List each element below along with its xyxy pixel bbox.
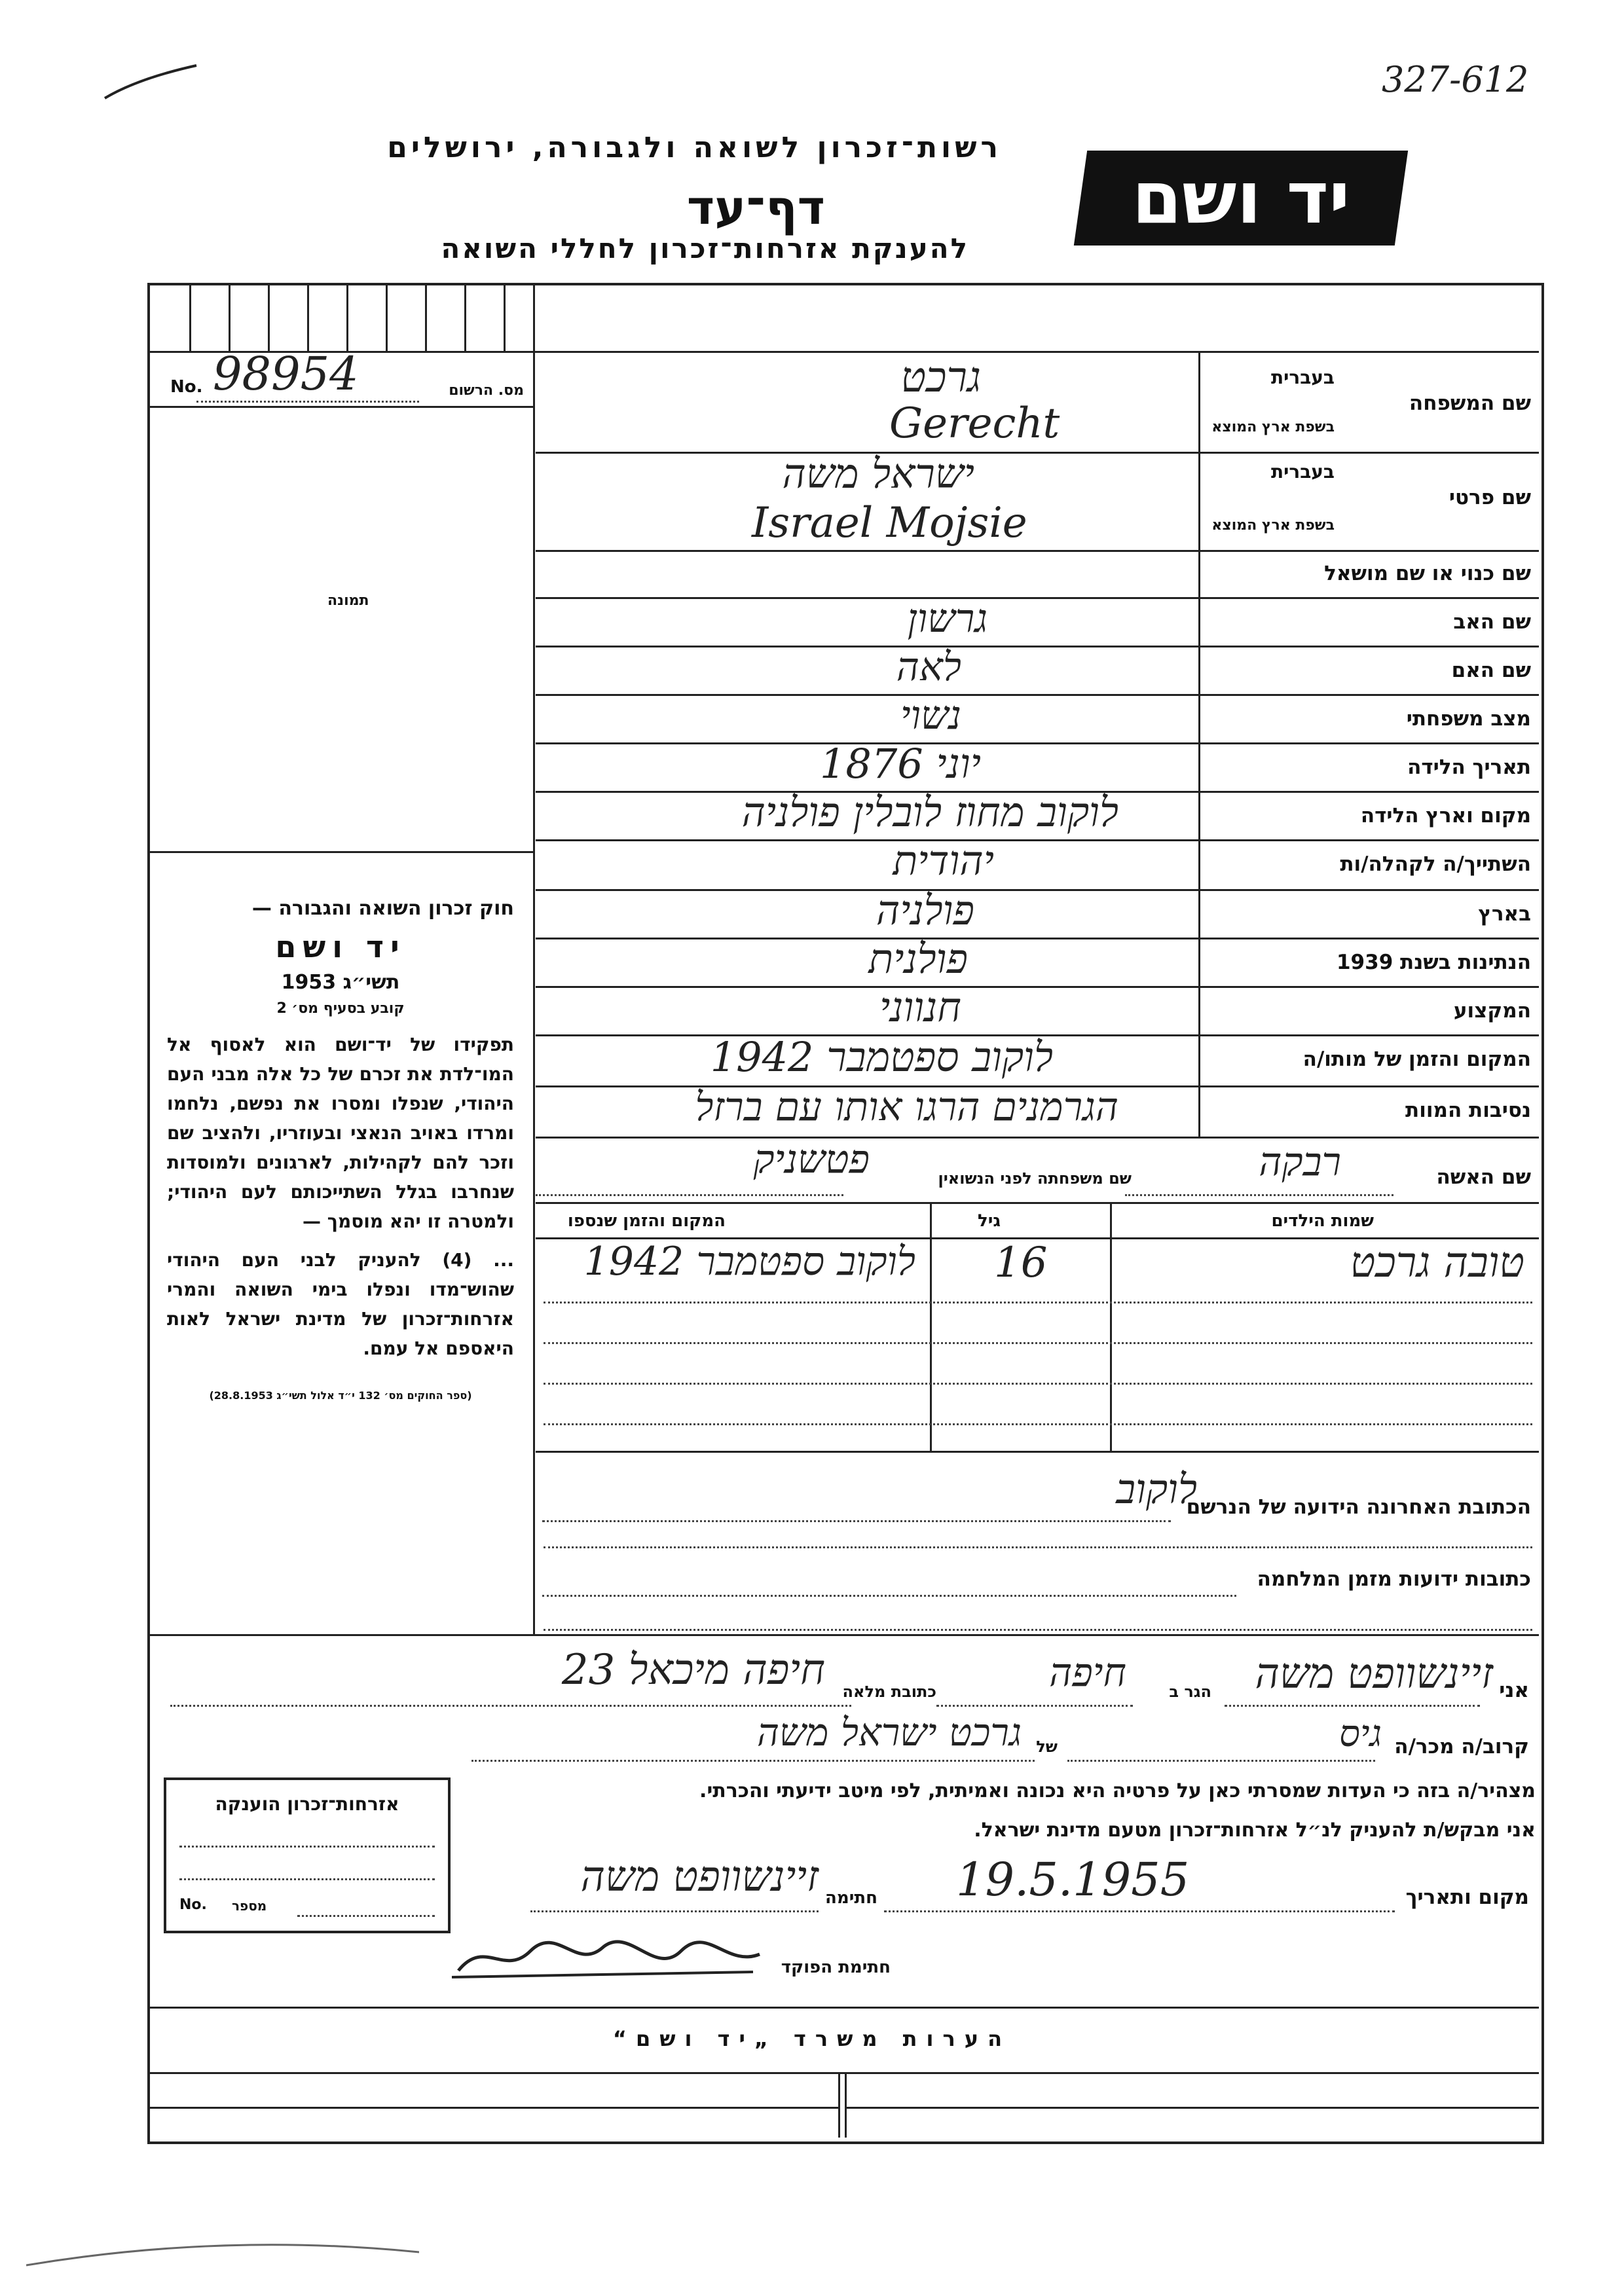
marital-row xyxy=(536,695,1538,742)
office-notes-title: הערות משרד „יד ושם“ xyxy=(612,2026,1012,2051)
profession-value[interactable]: חנווני xyxy=(879,983,961,1031)
declarant-address[interactable]: חיפה מיכאל 23 xyxy=(561,1646,825,1694)
community-label: השתייך/ה לקהלה/ות xyxy=(1340,852,1531,876)
nickname-row xyxy=(536,551,1538,597)
registration-label: מס. הרשום xyxy=(449,382,524,399)
birth-date-label: תאריך הלידה xyxy=(1407,756,1531,779)
form-subtitle: להענקת אזרחות־זכרון לחללי השואה xyxy=(441,232,969,264)
child-row xyxy=(536,1239,1538,1302)
relation-value[interactable]: גיס xyxy=(1338,1713,1382,1755)
declarant-signature[interactable]: זיינשוופט משה xyxy=(580,1853,819,1901)
first-name-row xyxy=(536,450,1538,550)
officer-signature-label: חתימת הפוקד xyxy=(781,1958,891,1977)
law-item-4: ... (4) להעניק לבני העם היהודי שהוש־מדו ונפלו בימי השואה והמרי אזרחות־זכרון של מדינת ישראל לאות היאספם אל עמם. xyxy=(167,1249,514,1359)
child-name[interactable]: טובה גרכט xyxy=(1350,1239,1524,1287)
citizenship-no-label: No. xyxy=(179,1897,207,1913)
death-circumstances-value[interactable]: הגרמנים הרגו אותו עם ברזל xyxy=(695,1084,1118,1130)
law-title: חוק זכרון השואה והגבורה — xyxy=(251,897,514,920)
wife-value[interactable]: רבקה xyxy=(1259,1139,1341,1185)
last-address-value[interactable]: לוקוב xyxy=(1116,1465,1197,1513)
registration-number[interactable]: 98954 xyxy=(213,347,359,401)
declarant-line-1 xyxy=(164,1646,1532,1709)
archive-number: 327-612 xyxy=(1382,59,1529,100)
father-row xyxy=(536,598,1538,646)
marital-label: מצב משפחתי xyxy=(1406,707,1531,731)
last-address-row xyxy=(536,1452,1538,1531)
birth-date-row xyxy=(536,740,1538,791)
father-label: שם האב xyxy=(1453,610,1531,634)
death-place-label: המקום והזמן של מותו/ה xyxy=(1302,1048,1531,1071)
first-name-label: שם פרטי xyxy=(1449,486,1531,509)
signature-label: חתימה xyxy=(825,1888,877,1908)
first-name-hebrew[interactable]: ישראל משה xyxy=(782,450,974,498)
wife-maiden-label: שם משפחתה לפני הנשואין xyxy=(938,1169,1132,1188)
authority-title: רשות־זכרון לשואה ולגבורה, ירושלים xyxy=(387,131,1002,164)
death-place-value[interactable]: לוקוב ספטמבר 1942 xyxy=(710,1033,1053,1081)
child-age[interactable]: 16 xyxy=(994,1239,1048,1287)
logo-text: יד ושם xyxy=(1132,156,1350,240)
family-name-row xyxy=(536,354,1538,452)
declarant-resides-label: הגר ב xyxy=(1169,1683,1211,1701)
first-name-native-label: בשפת ארץ המוצא xyxy=(1211,517,1335,534)
country-row xyxy=(536,886,1538,938)
last-address-label: הכתובת האחרונה הידועה של הנרשם xyxy=(1186,1495,1531,1519)
death-circumstances-label: נסיבות המוות xyxy=(1405,1099,1531,1122)
citizenship-number-label: מספר xyxy=(232,1898,267,1914)
declarant-city[interactable]: חיפה xyxy=(1049,1650,1126,1696)
page-edge-mark xyxy=(26,2226,419,2291)
children-header-row xyxy=(536,1203,1538,1237)
law-name: יד ושם xyxy=(275,929,406,964)
country-label: בארץ xyxy=(1478,902,1531,926)
declaration-text: מצהיר/ה בזה כי העדות שמסרתי כאן על פרטיה היא נכונה ואמיתית, לפי מיטב ידיעתי והכרתי. xyxy=(699,1779,1536,1802)
profession-label: המקצוע xyxy=(1453,999,1531,1023)
law-body: תפקידו של יד־ושם הוא לאסוף אל המו־לדת את זכרם של כל אלה מבני העם היהודי, שנפלו ומסרו את נפשם, נלחמו ומרדו באויב הנאצי ובעוזריו, ולהציב שם וזכר להם לקהילות, לארגונים ולמוסדות שנחרבו בגלל השתייכותם לעם היהודי; ולמטרה זו יהא מוסמך — xyxy=(167,1034,514,1232)
birth-place-row xyxy=(536,788,1538,839)
law-clause: קובע בסעיף מס׳ 2 xyxy=(276,1000,405,1017)
marital-value[interactable]: נשוי xyxy=(900,693,961,738)
family-name-hebrew[interactable]: גרכט xyxy=(900,354,981,402)
family-name-hebrew-label: בעברית xyxy=(1270,367,1335,388)
yad-vashem-logo xyxy=(1074,151,1408,246)
officer-signature-scribble xyxy=(445,1931,773,1984)
community-row xyxy=(536,837,1538,889)
family-name-native-label: בשפת ארץ המוצא xyxy=(1211,419,1335,435)
citizenship-label: הנתינות בשנת 1939 xyxy=(1336,951,1531,974)
law-reference: (ספר החוקים מס׳ 132 י״ד אלול תשי״ג 28.8.1953) xyxy=(209,1389,472,1402)
relation-label: קרוב/ה מכר/ה xyxy=(1394,1735,1529,1758)
citizenship-granted-box xyxy=(164,1777,451,1933)
relation-of-label: של xyxy=(1036,1738,1058,1756)
pen-stroke-mark xyxy=(98,52,203,111)
mother-label: שם האם xyxy=(1451,659,1531,682)
father-value[interactable]: גרשון xyxy=(907,596,987,642)
birth-place-label: מקום וארץ הלידה xyxy=(1360,804,1531,828)
death-circumstances-row xyxy=(536,1084,1538,1137)
top-grid xyxy=(150,285,533,351)
child-place-time[interactable]: לוקוב ספטמבר 1942 xyxy=(583,1239,915,1285)
citizenship-row xyxy=(536,935,1538,986)
declaration-date[interactable]: 19.5.1955 xyxy=(956,1853,1190,1906)
relation-of-value[interactable]: גרכט ישראל משה xyxy=(756,1710,1022,1755)
registration-no-label: No. xyxy=(170,377,203,397)
profession-row xyxy=(536,983,1538,1034)
country-value[interactable]: פולניה xyxy=(876,886,974,934)
registration-box xyxy=(170,347,524,406)
officer-signature-row xyxy=(367,1931,891,1990)
first-name-native[interactable]: Israel Mojsie xyxy=(752,499,1027,547)
first-name-hebrew-label: בעברית xyxy=(1270,461,1335,483)
law-year: תשי״ג 1953 xyxy=(281,971,400,994)
request-text: אני מבקש/ת להעניק לנ״ל אזרחות־זכרון מטעם מדינת ישראל. xyxy=(974,1819,1536,1842)
place-date-label: מקום ותאריך xyxy=(1405,1886,1529,1909)
death-place-row xyxy=(536,1033,1538,1085)
citizenship-value[interactable]: פולנית xyxy=(868,935,968,983)
birth-date-value[interactable]: יוני 1876 xyxy=(819,740,981,788)
law-panel xyxy=(167,897,514,1402)
wartime-address-label: כתובות ידועות מזמן המלחמה xyxy=(1257,1567,1531,1591)
family-name-native[interactable]: Gerecht xyxy=(889,399,1060,448)
declarant-i-label: אני xyxy=(1499,1679,1529,1702)
citizenship-granted-title: אזרחות־זכרון הוענקה xyxy=(215,1793,399,1815)
mother-row xyxy=(536,644,1538,694)
declarant-address-label: כתובת מלאה xyxy=(842,1683,936,1701)
wife-label: שם האשה xyxy=(1436,1165,1531,1189)
children-age-header: גיל xyxy=(977,1211,1001,1231)
wife-row xyxy=(536,1139,1538,1202)
declarant-line-2 xyxy=(164,1710,1532,1768)
wartime-address-row xyxy=(536,1558,1538,1611)
family-name-label: שם המשפחה xyxy=(1409,392,1531,415)
children-place-header: המקום והזמן שנספו xyxy=(567,1211,726,1231)
wife-maiden-value[interactable]: פטשניק xyxy=(753,1137,870,1182)
mother-value[interactable]: לאה xyxy=(896,644,961,690)
photo-label: תמונה xyxy=(327,592,369,609)
children-names-header: שמות הילדים xyxy=(1271,1211,1374,1231)
birth-place-value[interactable]: לוקוב מחוז לובלין פולניה xyxy=(741,788,1118,836)
declarant-name[interactable]: זיינשוופט משה xyxy=(1255,1650,1493,1698)
nickname-label: שם כנוי או שם מושאל xyxy=(1324,562,1531,585)
form-title: דף־עד xyxy=(686,180,825,235)
community-value[interactable]: יהודית xyxy=(893,837,994,884)
